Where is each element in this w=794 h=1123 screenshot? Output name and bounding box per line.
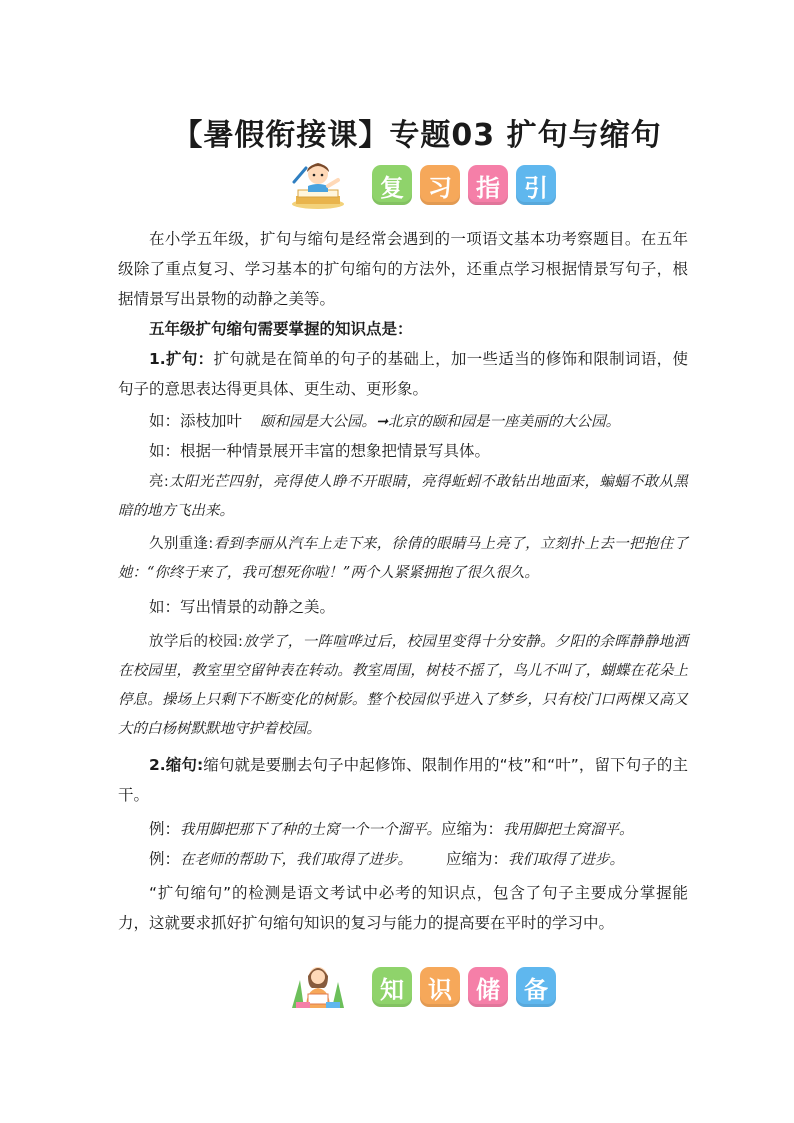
- banner-char-4: 备: [516, 967, 556, 1007]
- expand-definition: [118, 344, 688, 404]
- intro-paragraph: 在小学五年级，扩句与缩句是经常会遇到的一项语文基本功考察题目。在五年级除了重点复习、学习基本的扩句缩句的方法外，还重点学习根据情景写句子，根据情景写出景物的动静之美等。: [118, 230, 688, 308]
- reunion-example: [118, 530, 688, 588]
- page-title: 【暑假衔接课】专题03 扩句与缩句: [172, 118, 662, 153]
- shrink-example-2-prefix: 例：: [149, 850, 181, 868]
- banner-char-4: 引: [516, 165, 556, 205]
- reading-girl-icon: [288, 962, 346, 1012]
- knowledge-reserve-banner: [288, 962, 556, 1012]
- shrink-example-2-result: 我们取得了进步。: [508, 852, 625, 868]
- knowledge-heading: 五年级扩句缩句需要掌握的知识点是：: [149, 320, 413, 338]
- expand-example-1-prefix: 如：添枝加叶: [149, 412, 243, 430]
- bright-example: [118, 468, 688, 526]
- expand-example-2: 如：根据一种情景展开丰富的想象把情景写具体。: [149, 442, 491, 460]
- shrink-example-1-result-label: 应缩为：: [441, 820, 504, 838]
- expand-desc: 扩句就是在简单的句子的基础上，加一些适当的修饰和限制词语，使句子的意思表达得更具体、更生动、更形象。: [118, 350, 688, 398]
- campus-text: 放学了，一阵喧哗过后，校园里变得十分安静。夕阳的余晖静静地洒在校园里，教室里空留钟表在转动。教室周围，树枝不摇了，鸟儿不叫了，蝴蝶在花朵上停息。操场上只剩下不断变化的树影。整个校园似乎进入了梦乡，只有校门口两棵又高又大的白杨树默默地守护着校园。: [118, 634, 688, 737]
- shrink-example-2: [118, 844, 688, 875]
- shrink-example-1-result: 我用脚把土窝溜平。: [503, 822, 634, 838]
- expand-example-3: 如：写出情景的动静之美。: [149, 598, 336, 616]
- shrink-definition: [118, 750, 688, 810]
- expand-example-1: [118, 406, 688, 437]
- campus-example: [118, 628, 688, 744]
- reunion-text: 看到李丽从汽车上走下来，徐倩的眼睛马上亮了，立刻扑上去一把抱住了她：“你终于来了，我可想死你啦！”两个人紧紧拥抱了很久很久。: [118, 536, 688, 581]
- student-writing-icon: [288, 160, 346, 210]
- banner-char-1: 知: [372, 967, 412, 1007]
- bright-text: 太阳光芒四射，亮得使人睁不开眼睛，亮得蚯蚓不敢钻出地面来，蝙蝠不敢从黑暗的地方飞出来。: [118, 474, 689, 519]
- campus-label: 放学后的校园:: [149, 634, 243, 650]
- banner-char-2: 习: [420, 165, 460, 205]
- expand-example-1-text: 颐和园是大公园。➞北京的颐和园是一座美丽的大公园。: [260, 414, 621, 430]
- banner-char-2: 识: [420, 967, 460, 1007]
- summary-paragraph: “扩句缩句”的检测是语文考试中必考的知识点，包含了句子主要成分掌握能力，这就要求抓好扩句缩句知识的复习与能力的提高要在平时的学习中。: [118, 884, 688, 932]
- shrink-example-1-prefix: 例：: [149, 820, 181, 838]
- review-guide-banner: [288, 160, 556, 210]
- shrink-example-1-text: 我用脚把那下了种的土窝一个一个溜平。: [180, 822, 442, 838]
- reunion-label: 久别重逢:: [149, 536, 214, 552]
- bright-label: 亮:: [149, 474, 169, 490]
- expand-label: 1.扩句：: [149, 350, 214, 368]
- banner-char-1: 复: [372, 165, 412, 205]
- banner-char-3: 储: [468, 967, 508, 1007]
- shrink-example-2-text: 在老师的帮助下，我们取得了进步。: [180, 852, 413, 868]
- shrink-desc: 缩句就是要删去句子中起修饰、限制作用的“枝”和“叶”，留下句子的主干。: [118, 756, 689, 804]
- shrink-example-1: [118, 814, 688, 845]
- shrink-example-2-result-label: 应缩为：: [446, 850, 509, 868]
- banner-char-3: 指: [468, 165, 508, 205]
- shrink-label: 2.缩句:: [149, 756, 204, 774]
